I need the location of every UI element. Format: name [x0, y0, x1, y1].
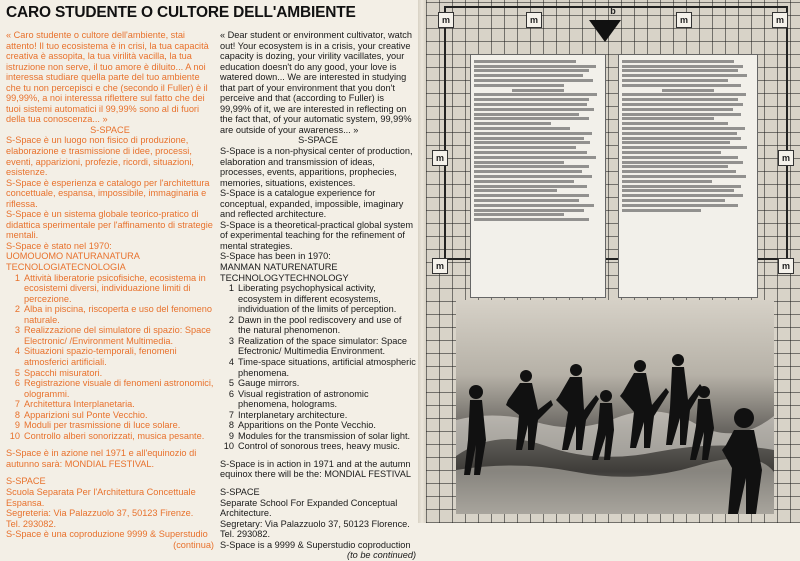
list-item: 4 Situazioni spazio-temporali, fenomeni atmosferici artificiali.: [14, 346, 177, 367]
m-marker-icon: m: [772, 12, 788, 28]
m-marker-icon: m: [438, 12, 454, 28]
m-marker-icon: m: [432, 258, 448, 274]
italian-column: [6, 30, 214, 550]
english-heading-sspace-2: S-SPACE: [220, 486, 260, 497]
english-address-2: Segretary: Via Palazzuolo 37, 50123 Florence.: [220, 518, 410, 529]
italian-paragraph-3: S-Space è un sistema globale teorico-pratico di didattica sperimentale per l'affinamento di strategie mentali.: [6, 209, 213, 241]
list-item: 7 Interplanetary architecture.: [228, 409, 348, 420]
list-item: 1 Liberating psychophysical activity, ecosystem in different ecosystems, individuation of the limits of perception.: [228, 283, 397, 315]
list-item: 10 Control of sonorous trees, heavy music.: [223, 441, 400, 452]
artwork-collage: [426, 0, 800, 523]
english-paragraph-6: S-Space is in action in 1971 and at the autumn equinox there will be the: MONDIAL FESTIVAL: [220, 458, 411, 480]
document-sheet-english: [618, 54, 758, 298]
list-item: 4 Time-space situations, artificial atmospheric phenomena.: [228, 356, 416, 378]
list-item: 2 Dawn in the pool rediscovery and use of the natural phenomenon.: [228, 314, 402, 336]
italian-heading-sspace: S-SPACE: [90, 124, 130, 135]
list-item: 6 Registrazione visuale di fenomeni astronomici, ologrammi.: [14, 378, 214, 399]
english-continua: (to be continued): [347, 550, 416, 561]
list-item: 8 Apparitions on the Ponte Vecchio.: [228, 420, 376, 431]
list-item: 9 Moduli per trasmissione di luce solare.: [14, 420, 181, 431]
italian-continua: (continua): [173, 539, 214, 550]
list-item: 3 Realizzazione del simulatore di spazio: Space Electronic/ /Environment Multimedia.: [14, 325, 211, 346]
italian-paragraph-4: S-Space è stato nel 1970:: [6, 240, 112, 251]
english-list: [220, 283, 416, 452]
m-marker-icon: m: [676, 12, 692, 28]
italian-intro: « Caro studente o cultore dell'ambiente, stai attento! Il tuo ecosistema è in crisi, la tua capacità creativa è assopita, la tua virilità vacilla, la tua istruzione non serve, il tuo amore è diluito... A noi interessa studiare quella parte del tuo ambiente che tu non percepisci e che (secondo il Fuller) è il 99,99%, a noi interessa riflettere sul fatto che dei tuoi sistemi automatici il 99,99% sono al di fuori della tua conoscenza... »: [6, 30, 209, 125]
list-item: 6 Visual registration of astronomic phenomena, holograms.: [228, 388, 369, 410]
list-item: 3 Realization of the space simulator: Space Efectronic/ Multimedia Environment.: [228, 335, 408, 357]
list-item: 7 Architettura Interplanetaria.: [14, 399, 135, 410]
m-marker-icon: m: [778, 258, 794, 274]
list-item: 8 Apparizioni sul Ponte Vecchio.: [14, 409, 148, 420]
italian-paragraph-2: S-Space è esperienza e catalogo per l'architettura concettuale, espansa, impossibile, immaginaria e riflessa.: [6, 177, 210, 209]
italian-paragraph-1: S-Space è un luogo non fisico di produzione, elaborazione e trasmissione di idee, processi, eventi, apparizioni, profezie, ricordi, situazioni, esistenze.: [6, 135, 194, 178]
italian-address-3: Tel. 293082.: [6, 518, 57, 529]
italian-heading-sspace-2: S-SPACE: [6, 476, 46, 487]
english-paragraph-3: S-Space is a theoretical-practical global system of experimental teaching for the refinement of mental strategies.: [220, 219, 414, 251]
english-heading-sspace: S-SPACE: [298, 135, 338, 146]
italian-address-2: Segreteria: Via Palazzuolo 37, 50123 Firenze.: [6, 508, 194, 519]
list-item: 5 Gauge mirrors.: [228, 378, 300, 389]
italian-coproduction: S-Space è una coproduzione 9999 & Superstudio: [6, 529, 208, 540]
english-paragraph-2: S-Space is a catalogue experience for conceptual, expanded, impossible, imaginary and reflected architecture.: [220, 188, 404, 220]
english-column: [220, 30, 416, 561]
english-coproduction: S-Space is a 9999 & Superstudio coproduction: [220, 539, 411, 550]
m-marker-icon: m: [526, 12, 542, 28]
page-title: CARO STUDENTE O CULTORE DELL'AMBIENTE: [6, 4, 356, 21]
list-item: 5 Spacchi misuratori.: [14, 367, 103, 378]
list-item: 1 Attività liberatorie psicofisiche, ecosistema in ecosistemi diversi, individuazione limiti di percezione.: [14, 272, 206, 304]
b-marker-icon: b: [610, 6, 616, 16]
document-sheet-italian: [470, 54, 606, 298]
english-paragraph-4: S-Space has been in 1970:: [220, 251, 331, 262]
italian-paragraph-5: UOMOUOMO NATURANATURA TECNOLOGIATECNOLOGIA: [6, 251, 140, 273]
page-fold: [418, 0, 426, 523]
list-item: 2 Alba in piscina, riscoperta e uso del fenomeno naturale.: [14, 304, 212, 325]
italian-list: [6, 273, 214, 442]
silhouettes-image: [456, 300, 774, 514]
english-address-1: Separate School For Expanded Conceptual Architecture.: [220, 497, 398, 519]
photo-figures-at-sea: [456, 300, 774, 514]
triangle-icon: [589, 20, 621, 42]
english-intro: « Dear student or environment cultivator, watch out! Your ecosystem is in a crisis, your creative capacity is dozing, your virility vacillates, your education doesn't do any good, your love is watered down... We are interested in studying that part of your environment that you don't perceive and that (according to Fuller) is 99,99% of it, we are interested in reflecting on the fact that, of your automatic system, 99,99% are outside of your awareness... »: [220, 30, 413, 135]
italian-address-1: Scuola Separata Per l'Architettura Concettuale Espansa.: [6, 486, 196, 508]
m-marker-icon: m: [778, 150, 794, 166]
english-address-3: Tel. 293082.: [220, 529, 271, 540]
list-item: 9 Modules for the transmission of solar light.: [228, 430, 411, 441]
italian-paragraph-6: S-Space è in azione nel 1971 e all'equinozio di autunno sarà: MONDIAL FESTIVAL.: [6, 448, 197, 469]
english-paragraph-5: MANMAN NATURENATURE TECHNOLOGYTECHNOLOGY: [220, 262, 349, 283]
list-item: 10 Controllo alberi sonorizzati, musica pesante.: [9, 430, 205, 441]
m-marker-icon: m: [432, 150, 448, 166]
english-paragraph-1: S-Space is a non-physical center of production, elaboration and transmission of ideas, processes, events, apparitions, prophecies, memories, situations, existences.: [220, 146, 413, 188]
